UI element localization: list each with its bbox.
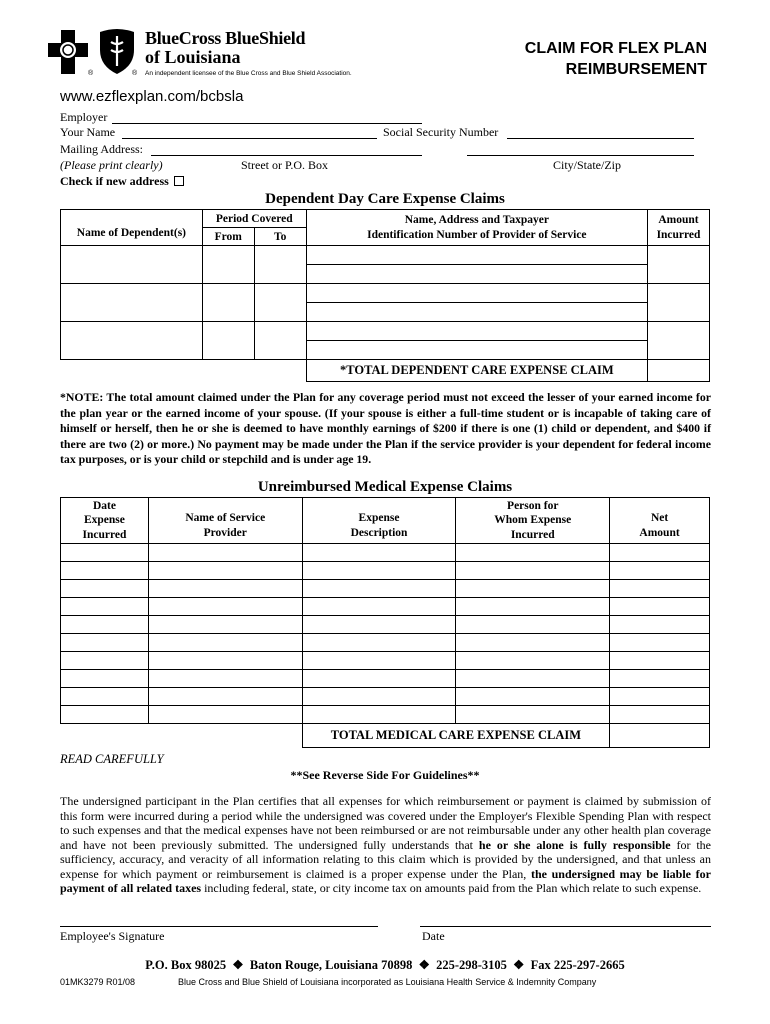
form-title-line-1: CLAIM FOR FLEX PLAN (524, 40, 707, 57)
cell[interactable] (456, 616, 610, 634)
col-to: To (254, 228, 306, 246)
cell[interactable] (456, 634, 610, 652)
earned-income-note: *NOTE: The total amount claimed under the Plan for any coverage period must not exceed the lesser of your earned income for the plan year or the earned income of your spouse. (If your spouse is either a full-time student or is incapable of taking care of himself or herself, then he or she is deemed to have monthly earnings of $200 if there is one (1) child or dependent, and $400 if there are two (2) or more.) No payment may be made under the Plan if the service provider is your dependent for federal income tax purposes, or is your child or stepchild and is under age 19. (60, 390, 711, 466)
table-row (61, 688, 710, 706)
col-period-covered: Period Covered (202, 210, 306, 228)
new-address-label: Check if new address (60, 174, 169, 188)
cell[interactable] (302, 544, 456, 562)
cell[interactable] (302, 706, 456, 724)
see-reverse-note: **See Reverse Side For Guidelines** (290, 768, 480, 782)
table-row (61, 322, 710, 360)
cell[interactable] (61, 688, 149, 706)
cell[interactable] (456, 598, 610, 616)
date-field[interactable] (420, 926, 711, 927)
your-name-field[interactable] (122, 138, 377, 139)
table-row (61, 616, 710, 634)
fax: Fax 225-297-2665 (530, 958, 625, 972)
table-row (61, 598, 710, 616)
cell[interactable] (202, 246, 254, 284)
logo-line-2: of Louisiana (145, 47, 241, 67)
cell[interactable] (148, 634, 302, 652)
cell[interactable] (148, 688, 302, 706)
table-row (61, 544, 710, 562)
col-service-provider: Name of Service Provider (148, 498, 302, 544)
cell[interactable] (254, 322, 306, 360)
cell[interactable] (61, 598, 149, 616)
cell[interactable] (610, 562, 710, 580)
cell[interactable] (61, 652, 149, 670)
col-from: From (202, 228, 254, 246)
footer-contact (60, 957, 710, 973)
cell[interactable] (648, 322, 710, 360)
website-link[interactable]: www.ezflexplan.com/bcbsla (60, 88, 244, 105)
your-name-label: Your Name (60, 125, 116, 139)
col-expense-description: Expense Description (302, 498, 456, 544)
table-row (61, 284, 710, 322)
employee-signature-field[interactable] (60, 926, 378, 927)
dependent-care-heading: Dependent Day Care Expense Claims (265, 191, 505, 207)
cell[interactable] (610, 688, 710, 706)
blue-cross-logo-icon (48, 30, 88, 74)
cell[interactable] (456, 706, 610, 724)
print-note: (Please print clearly) (60, 158, 163, 172)
col-amount-incurred: Amount Incurred (648, 210, 710, 246)
cell[interactable] (456, 562, 610, 580)
cell[interactable] (61, 544, 149, 562)
cell[interactable] (254, 284, 306, 322)
col-provider: Name, Address and Taxpayer Identification Number of Provider of Service (306, 210, 647, 246)
medical-table (60, 497, 710, 748)
checkbox-icon[interactable] (174, 176, 184, 186)
table-row (61, 652, 710, 670)
reg-mark-1: ® (88, 70, 94, 77)
city-state-zip-label: City/State/Zip (553, 158, 621, 172)
cell[interactable] (610, 544, 710, 562)
cell[interactable] (148, 616, 302, 634)
cell[interactable] (148, 706, 302, 724)
cell[interactable] (302, 616, 456, 634)
blue-shield-logo-icon (98, 28, 136, 74)
cell[interactable] (61, 634, 149, 652)
cell[interactable] (610, 598, 710, 616)
city: Baton Rouge, Louisiana 70898 (249, 958, 413, 972)
dependent-total-amount[interactable] (648, 360, 710, 382)
col-person: Person for Whom Expense Incurred (456, 498, 610, 544)
form-id: 01MK3279 R01/08 (60, 977, 136, 987)
employer-field[interactable] (112, 123, 422, 124)
ssn-field[interactable] (507, 138, 694, 139)
diamond-icon: ❖ (232, 958, 244, 972)
cell[interactable] (456, 580, 610, 598)
cell[interactable] (148, 598, 302, 616)
table-row (61, 246, 710, 284)
cell[interactable] (61, 322, 203, 360)
col-dependent-name: Name of Dependent(s) (61, 210, 203, 246)
cell[interactable] (61, 616, 149, 634)
cell[interactable] (148, 580, 302, 598)
cell[interactable] (202, 322, 254, 360)
street-field[interactable] (151, 155, 422, 156)
cell[interactable] (302, 598, 456, 616)
medical-total-amount[interactable] (610, 724, 710, 748)
table-row (61, 580, 710, 598)
medical-total-label: TOTAL MEDICAL CARE EXPENSE CLAIM (302, 724, 610, 748)
employee-signature-label: Employee's Signature (60, 929, 165, 943)
form-title-line-2: REIMBURSEMENT (565, 61, 707, 78)
cell[interactable] (302, 634, 456, 652)
cell[interactable] (302, 580, 456, 598)
po-box: P.O. Box 98025 (145, 958, 227, 972)
city-field[interactable] (467, 155, 694, 156)
table-row (61, 634, 710, 652)
cell[interactable] (306, 284, 647, 322)
cell[interactable] (306, 246, 647, 284)
cell[interactable] (148, 562, 302, 580)
phone: 225-298-3105 (436, 958, 507, 972)
diamond-icon: ❖ (418, 958, 430, 972)
company-footer: Blue Cross and Blue Shield of Louisiana incorporated as Louisiana Health Service & Indemnity Company (178, 977, 597, 987)
table-row (61, 562, 710, 580)
cell[interactable] (61, 284, 203, 322)
cell[interactable] (254, 246, 306, 284)
cell[interactable] (610, 706, 710, 724)
col-net-amount: Net Amount (610, 498, 710, 544)
cell[interactable] (456, 688, 610, 706)
cell[interactable] (302, 670, 456, 688)
date-label: Date (422, 929, 445, 943)
cell[interactable] (148, 670, 302, 688)
cell[interactable] (610, 616, 710, 634)
cell[interactable] (456, 652, 610, 670)
read-carefully: READ CAREFULLY (60, 752, 164, 766)
medical-heading: Unreimbursed Medical Expense Claims (257, 479, 513, 495)
cell[interactable] (648, 284, 710, 322)
table-row (61, 706, 710, 724)
table-row (61, 670, 710, 688)
cell[interactable] (148, 652, 302, 670)
cell[interactable] (302, 652, 456, 670)
certification-text: The undersigned participant in the Plan certifies that all expenses for which reimbursement or payment is claimed by submission of this form were incurred during a period while the undersigned was covered under the Employer's Flexible Spending Plan with respect to such expenses and that the medical expenses have not been reimbursed or are not reimbursable under any other health plan coverage and have not been previously submitted. The undersigned fully understands that he or she alone is fully responsible for the sufficiency, accuracy, and veracity of all information relating to this claim which is provided by the undersigned, and that unless an expense for which payment or reimbursement is claimed is a proper expense under the Plan, the undersigned may be liable for payment of all related taxes including federal, state, or city income tax on amounts paid from the Plan which relate to such expense. (60, 794, 712, 895)
cell[interactable] (302, 688, 456, 706)
dependent-care-table (60, 209, 710, 382)
cell[interactable] (306, 322, 647, 360)
cell[interactable] (610, 634, 710, 652)
mailing-address-label: Mailing Address: (60, 142, 143, 156)
cell[interactable] (61, 246, 203, 284)
dependent-total-label: *TOTAL DEPENDENT CARE EXPENSE CLAIM (306, 360, 647, 382)
licensee-text: An independent licensee of the Blue Cross and Blue Shield Association. (145, 70, 352, 77)
cell[interactable] (456, 544, 610, 562)
logo-line-1: BlueCross BlueShield (145, 28, 306, 48)
cell[interactable] (456, 670, 610, 688)
diamond-icon: ❖ (513, 958, 525, 972)
cell[interactable] (148, 544, 302, 562)
cell[interactable] (202, 284, 254, 322)
cell[interactable] (610, 652, 710, 670)
col-date-incurred: Date Expense Incurred (61, 498, 149, 544)
logo (48, 26, 352, 82)
cell[interactable] (61, 562, 149, 580)
cell[interactable] (61, 706, 149, 724)
street-label: Street or P.O. Box (241, 158, 328, 172)
cell[interactable] (61, 580, 149, 598)
cell[interactable] (648, 246, 710, 284)
cell[interactable] (61, 670, 149, 688)
cell[interactable] (302, 562, 456, 580)
reg-mark-2: ® (132, 70, 138, 77)
cell[interactable] (610, 580, 710, 598)
ssn-label: Social Security Number (383, 125, 499, 139)
cell[interactable] (610, 670, 710, 688)
new-address-checkbox[interactable] (60, 174, 184, 189)
employer-label: Employer (60, 110, 108, 124)
